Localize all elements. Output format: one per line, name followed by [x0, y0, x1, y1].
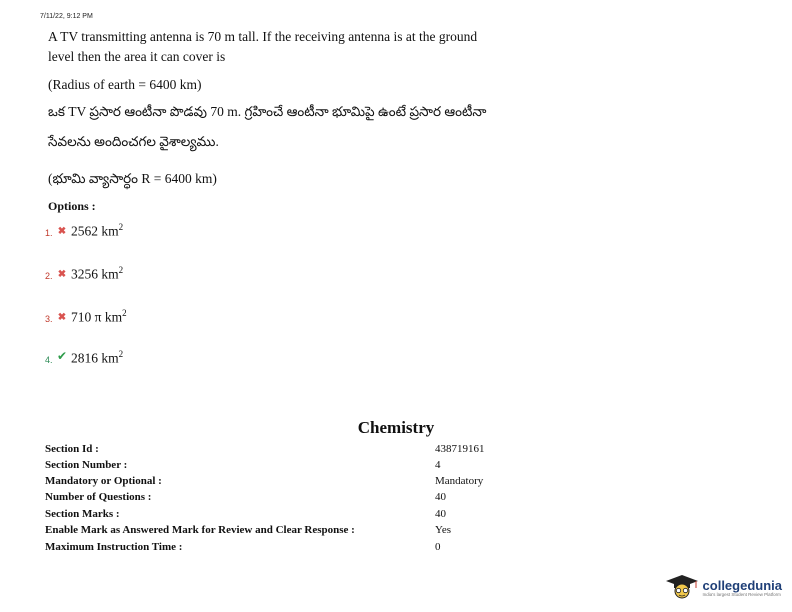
question-telugu-radius-note: (భూమి వ్యాసార్ధం R = 6400 km) — [48, 171, 217, 186]
mandatory-value: Mandatory — [435, 475, 484, 487]
section-id-label: Section Id : — [45, 443, 99, 455]
options-label: Options : — [48, 199, 96, 213]
question-text-line-2: level then the area it can cover is — [48, 49, 226, 64]
mandatory-label: Mandatory or Optional : — [45, 475, 162, 487]
correct-check-icon: ✔ — [56, 349, 68, 363]
instruction-time-label: Maximum Instruction Time : — [45, 541, 183, 553]
option-4 — [45, 346, 123, 366]
section-number-label: Section Number : — [45, 459, 128, 471]
option-2 — [45, 262, 123, 282]
option-text: 3256 $km^2$ — [71, 264, 124, 281]
option-text: 2816 $km^2$ — [71, 348, 124, 365]
question-telugu-line-2: సేవలను అందించగల వైశాల్యము. — [48, 134, 219, 149]
question-telugu-line-1: ఒక TV ప్రసార ఆంటీనా పొడవు 70 m. గ్రహించే ఆంటీనా భూమిపై ఉంటే ప్రసార ఆంటీనా — [48, 104, 487, 119]
option-number: 3. — [45, 314, 53, 324]
section-marks-label: Section Marks : — [45, 508, 120, 520]
section-title: Chemistry — [357, 418, 435, 437]
wrong-cross-icon: ✖ — [57, 226, 67, 237]
option-text: 2562 $km^2$ — [71, 221, 124, 238]
section-id-value: 438719161 — [435, 443, 485, 455]
wrong-cross-icon: ✖ — [57, 312, 67, 323]
option-number: 2. — [45, 271, 53, 281]
brand-tagline: India's largest Student Review Platform — [702, 592, 781, 598]
brand-text — [703, 579, 782, 598]
option-text: 710 π $km^2$ — [71, 307, 127, 324]
option-number: 4. — [45, 355, 53, 365]
mark-for-review-value: Yes — [435, 524, 452, 536]
print-timestamp: 7/11/22, 9:12 PM — [40, 13, 93, 20]
question-radius-note: (Radius of earth = 6400 km) — [48, 77, 202, 92]
section-number-value: 4 — [435, 459, 441, 471]
graduate-mascot-icon — [665, 573, 699, 604]
instruction-time-value: 0 — [435, 541, 441, 553]
section-marks-value: 40 — [435, 508, 446, 520]
brand-logo — [665, 573, 782, 604]
option-number: 1. — [45, 228, 53, 238]
question-text-line-1: A TV transmitting antenna is 70 m tall. If the receiving antenna is at the ground — [48, 29, 478, 44]
option-3 — [45, 305, 127, 325]
brand-name: collegedunia — [702, 578, 782, 594]
wrong-cross-icon: ✖ — [57, 269, 67, 280]
mark-for-review-label: Enable Mark as Answered Mark for Review and Clear Response : — [45, 524, 355, 536]
option-1 — [45, 219, 123, 239]
number-of-questions-label: Number of Questions : — [45, 491, 152, 503]
number-of-questions-value: 40 — [435, 491, 446, 503]
